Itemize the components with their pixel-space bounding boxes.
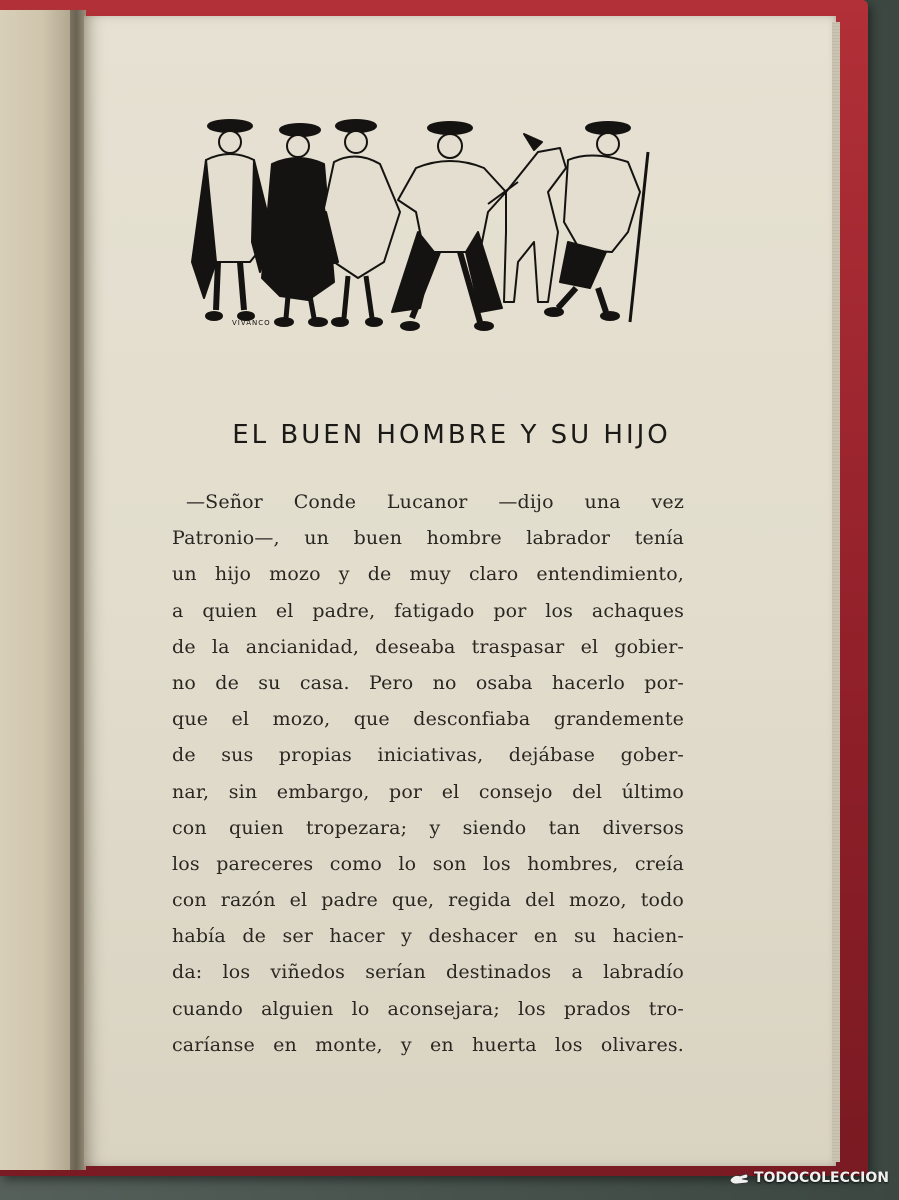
text-line: con quien tropezara; y siendo tan diversos: [172, 816, 684, 839]
text-line: de sus propias iniciativas, dejábase gober-: [172, 744, 684, 767]
text-line: nar, sin embargo, por el consejo del último: [172, 780, 684, 803]
figure-1: [192, 120, 272, 320]
text-line: a quien el padre, fatigado por los achaques: [172, 599, 684, 622]
text-line: había de ser hacer y deshacer en su hacien-: [172, 925, 684, 948]
text-line: —Señor Conde Lucanor —dijo una vez: [186, 491, 684, 513]
text-line: de la ancianidad, deseaba traspasar el gobier-: [172, 635, 684, 658]
hand-icon: [728, 1170, 750, 1186]
page-edges: [832, 22, 840, 1162]
text-line: da: los viñedos serían destinados a labradío: [172, 961, 684, 984]
text-line: que el mozo, que desconfiaba grandemente: [172, 708, 684, 731]
story-title: EL BUEN HOMBRE Y SU HIJO: [232, 420, 671, 450]
illustration-signature: VIVANCO: [232, 319, 271, 327]
woodcut-illustration: [188, 112, 658, 344]
text-line: los pareceres como lo son los hombres, creía: [172, 852, 684, 875]
text-line: un hijo mozo y de muy claro entendimiento,: [172, 563, 684, 586]
figure-3: [314, 120, 400, 326]
watermark: [728, 1170, 889, 1186]
text-line: caríanse en monte, y en huerta los olivares.: [172, 1033, 684, 1056]
story-body: [172, 484, 684, 1063]
figure-4: [392, 122, 506, 330]
watermark-text: TODOCOLECCION: [753, 1170, 889, 1186]
text-line: Patronio—, un buen hombre labrador tenía: [172, 527, 684, 550]
text-line: no de su casa. Pero no osaba hacerlo por-: [172, 671, 684, 694]
donkey: [504, 134, 566, 302]
text-line: con razón el padre que, regida del mozo, todo: [172, 889, 684, 912]
left-page: [0, 10, 78, 1170]
text-line: cuando alguien lo aconsejara; los prados tro-: [172, 997, 684, 1020]
